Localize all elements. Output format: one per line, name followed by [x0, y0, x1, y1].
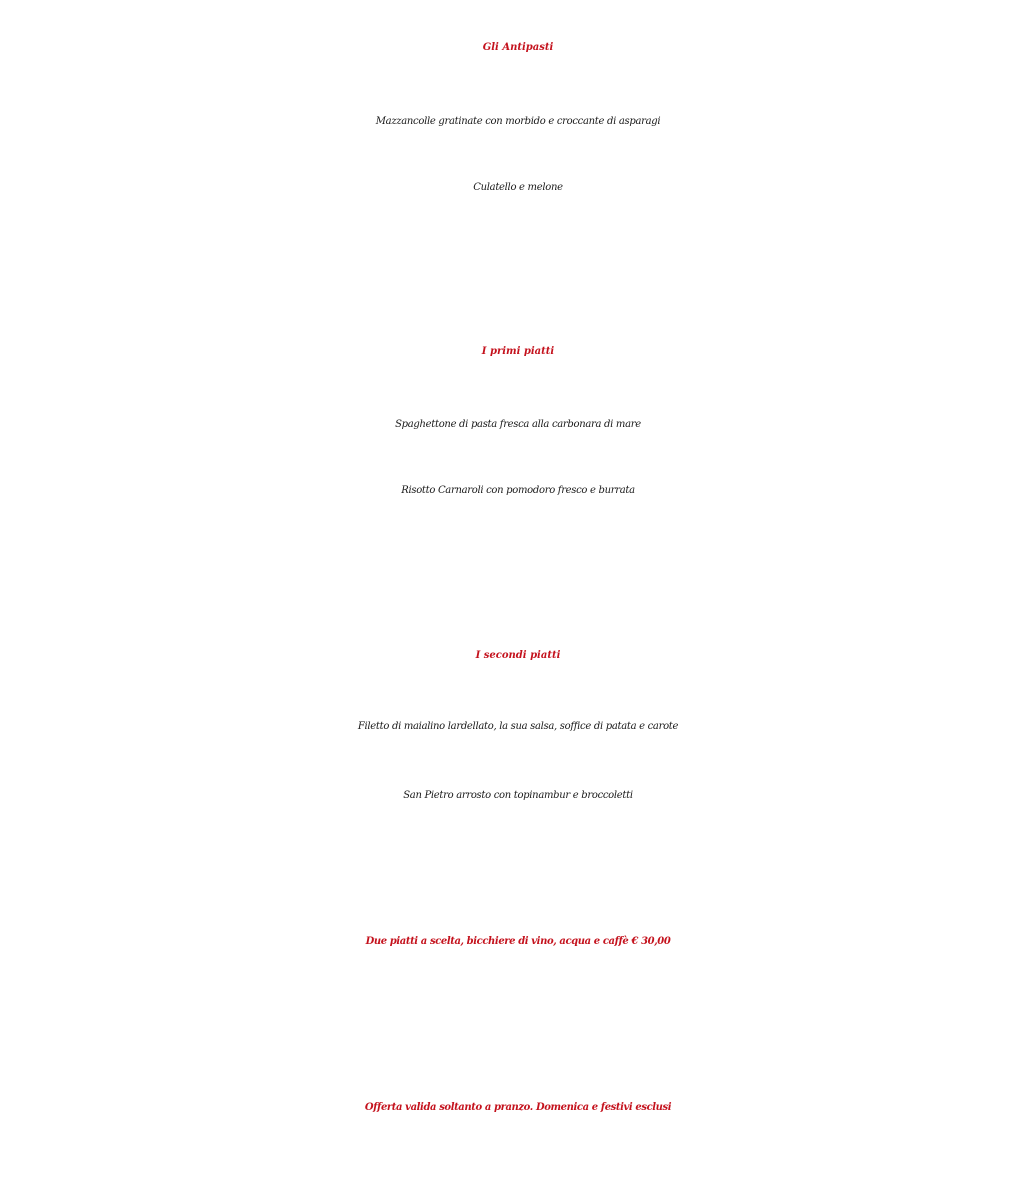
- section-title-secondi: I secondi piatti: [475, 650, 561, 661]
- dish-item: Filetto di maialino lardellato, la sua salsa, soffice di patata e carote: [357, 721, 679, 732]
- dish-item: Mazzancolle gratinate con morbido e croccante di asparagi: [375, 116, 661, 127]
- offer-price-line: Due piatti a scelta, bicchiere di vino, acqua e caffè € 30,00: [365, 936, 671, 947]
- dish-item: Spaghettone di pasta fresca alla carbonara di mare: [395, 419, 641, 430]
- dish-item: San Pietro arrosto con topinambur e broccoletti: [403, 790, 633, 801]
- offer-validity-line: Offerta valida soltanto a pranzo. Domenica e festivi esclusi: [364, 1102, 672, 1113]
- section-title-primi: I primi piatti: [481, 346, 555, 357]
- section-title-antipasti: Gli Antipasti: [482, 42, 554, 53]
- dish-item: Risotto Carnaroli con pomodoro fresco e burrata: [401, 485, 635, 496]
- dish-item: Culatello e melone: [473, 182, 563, 193]
